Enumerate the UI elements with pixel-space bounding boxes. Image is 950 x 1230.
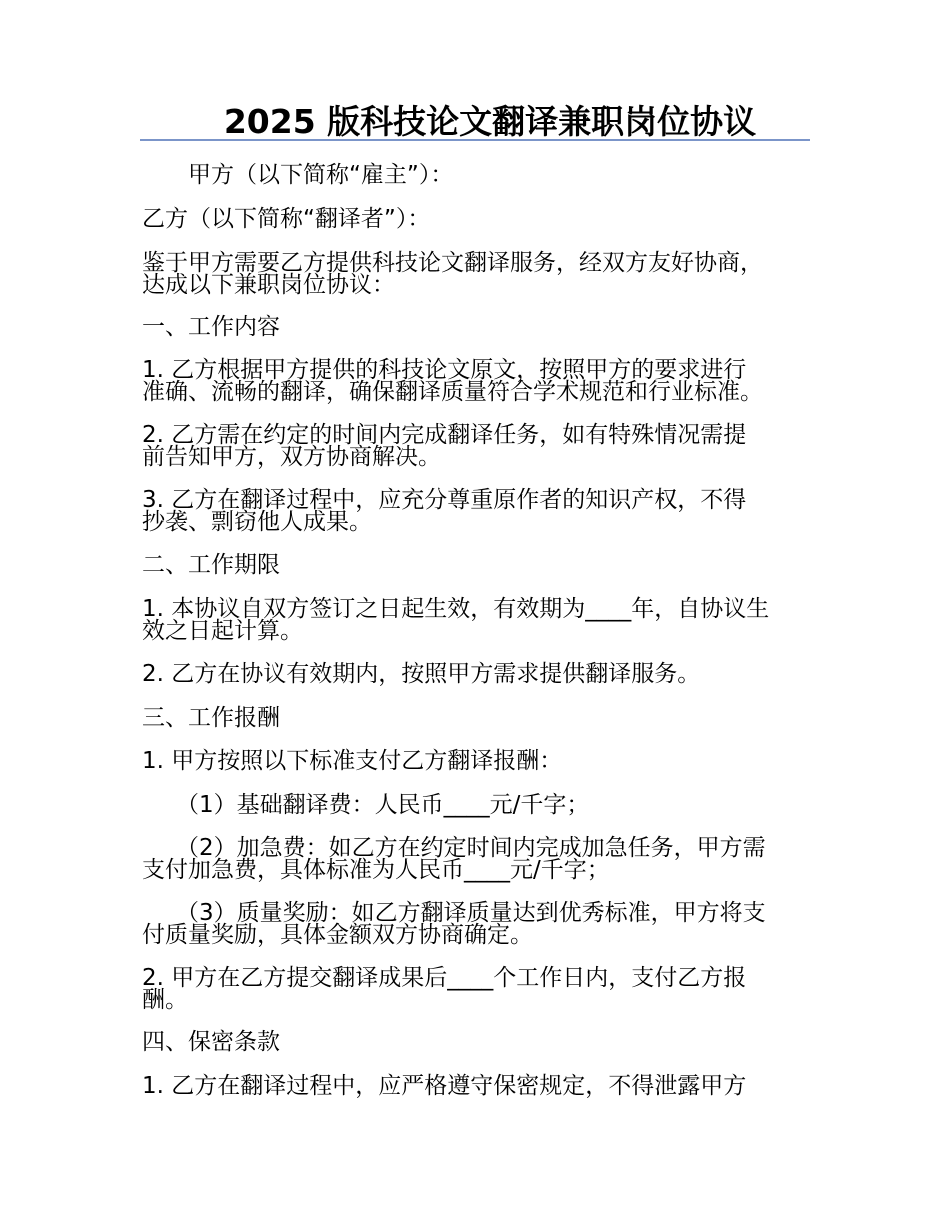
- section-1-heading: 一、工作内容: [142, 314, 280, 340]
- section-3-sub-1: （1）基础翻译费：人民币____元/千字；: [176, 792, 590, 818]
- section-3-sub-3: [142, 902, 810, 946]
- section-3-item-1: 1. 甲方按照以下标准支付乙方翻译报酬：: [142, 748, 563, 774]
- section-2-item-2: 2. 乙方在协议有效期内，按照甲方需求提供翻译服务。: [142, 661, 701, 687]
- s2-item1-line-2: 效之日起计算。: [142, 618, 303, 644]
- s3-sub3-line-2: 付质量奖励，具体金额双方协商确定。: [142, 922, 533, 948]
- s3-sub2-line-1: （2）加急费：如乙方在约定时间内完成加急任务，甲方需: [176, 835, 766, 861]
- s1-item2-line-2: 前告知甲方，双方协商解决。: [142, 444, 441, 470]
- section-3-sub-2: [142, 837, 810, 881]
- section-1-item-2: [142, 424, 810, 468]
- party-b-line: 乙方（以下简称“翻译者”）：: [142, 206, 431, 232]
- section-4-heading: 四、保密条款: [142, 1029, 280, 1055]
- preamble-line-1: 鉴于甲方需要乙方提供科技论文翻译服务，经双方友好协商，: [142, 250, 763, 276]
- title-underline: [140, 139, 810, 141]
- section-3-heading: 三、工作报酬: [142, 705, 280, 731]
- document-title: 2025 版科技论文翻译兼职岗位协议: [223, 102, 757, 141]
- preamble-paragraph: [142, 252, 810, 296]
- s3-sub2-line-2: 支付加急费，具体标准为人民币____元/千字；: [142, 857, 610, 883]
- s1-item1-line-1: 1. 乙方根据甲方提供的科技论文原文，按照甲方的要求进行: [142, 357, 747, 383]
- section-2-item-1: [142, 598, 810, 642]
- section-1-item-1: [142, 359, 810, 403]
- s3-item2-line-2: 酬。: [142, 987, 188, 1013]
- section-3-item-2: [142, 967, 810, 1011]
- s1-item2-line-1: 2. 乙方需在约定的时间内完成翻译任务，如有特殊情况需提: [142, 422, 747, 448]
- preamble-line-2: 达成以下兼职岗位协议：: [142, 272, 395, 298]
- s1-item3-line-2: 抄袭、剽窃他人成果。: [142, 509, 372, 535]
- party-a-line: 甲方（以下简称“雇主”）：: [188, 162, 454, 188]
- section-2-heading: 二、工作期限: [142, 552, 280, 578]
- s1-item1-line-2: 准确、流畅的翻译，确保翻译质量符合学术规范和行业标准。: [142, 379, 763, 405]
- section-1-item-3: [142, 489, 810, 533]
- s3-sub3-line-1: （3）质量奖励：如乙方翻译质量达到优秀标准，甲方将支: [176, 900, 766, 926]
- section-4-item-1: 1. 乙方在翻译过程中，应严格遵守保密规定，不得泄露甲方: [142, 1073, 747, 1099]
- s2-item1-line-1: 1. 本协议自双方签订之日起生效，有效期为____年，自协议生: [142, 596, 770, 622]
- s3-item2-line-1: 2. 甲方在乙方提交翻译成果后____个工作日内，支付乙方报: [142, 965, 747, 991]
- s1-item3-line-1: 3. 乙方在翻译过程中，应充分尊重原作者的知识产权，不得: [142, 487, 747, 513]
